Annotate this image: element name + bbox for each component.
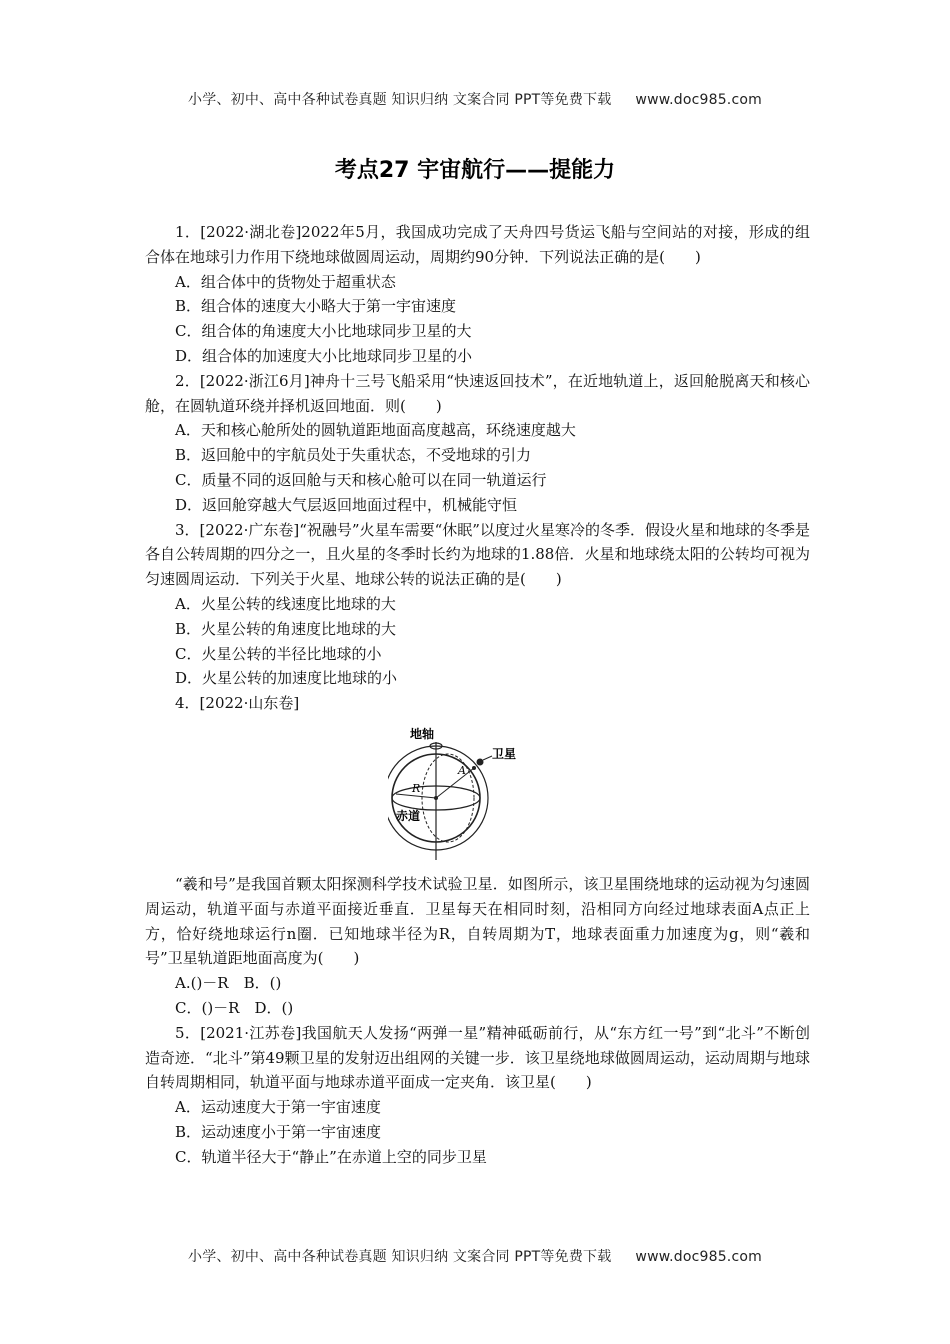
satellite-label: 卫星 bbox=[491, 746, 516, 761]
header-site-link[interactable]: www.doc985.com bbox=[635, 92, 762, 108]
question-stem: 4．[2022·山东卷] bbox=[175, 694, 300, 713]
option-item: B．返回舱中的宇航员处于失重状态，不受地球的引力 bbox=[175, 446, 532, 465]
question-stem: 2．[2022·浙江6月]神舟十三号飞船采用“快速返回技术”，在近地轨道上，返回舱脱离天和核心舱，在圆轨道环绕并择机返回地面．则( ) bbox=[145, 371, 810, 415]
option-item: C．火星公转的半径比地球的小 bbox=[175, 644, 382, 663]
satellite-leader-line bbox=[483, 756, 492, 760]
option-item: A．火星公转的线速度比地球的大 bbox=[175, 594, 396, 613]
option-item: C．()－R D．() bbox=[175, 998, 294, 1017]
point-a bbox=[472, 766, 476, 770]
page-header bbox=[0, 89, 950, 109]
satellite-icon bbox=[476, 758, 483, 765]
option-item: B．火星公转的角速度比地球的大 bbox=[175, 619, 397, 638]
radius-label: R bbox=[411, 781, 420, 795]
page-title: 考点27 宇宙航行——提能力 bbox=[334, 158, 616, 183]
header-text: 小学、初中、高中各种试卷真题 知识归纳 文案合同 PPT等免费下载 bbox=[188, 92, 612, 108]
question-stem: 3．[2022·广东卷]“祝融号”火星车需要“休眠”以度过火星寒冷的冬季．假设火星和地球的冬季是各自公转周期的四分之一，且火星的冬季时长约为地球的1.88倍．火星和地球绕太阳的公转均可视为匀速圆周运动．下列关于火星、地球公转的说法正确的是( ) bbox=[145, 520, 810, 589]
question-stem: 5．[2021·江苏卷]我国航天人发扬“两弹一星”精神砥砺前行，从“东方红一号”到“北斗”不断创造奇迹．“北斗”第49颗卫星的发射迈出组网的关键一步．该卫星绕地球做圆周运动，运动周期与地球自转周期相同，轨道平面与地球赤道平面成一定夹角．该卫星( ) bbox=[145, 1023, 810, 1092]
option-item: A．运动速度大于第一宇宙速度 bbox=[175, 1098, 381, 1117]
option-item: A.()－R B．() bbox=[175, 974, 282, 993]
option-item: B．组合体的速度大小略大于第一宇宙速度 bbox=[175, 297, 457, 316]
orbit-plane-ellipse bbox=[422, 754, 474, 842]
option-item: D．返回舱穿越大气层返回地面过程中，机械能守恒 bbox=[175, 495, 518, 514]
option-item: A．组合体中的货物处于超重状态 bbox=[175, 272, 396, 291]
axis-label: 地轴 bbox=[409, 726, 434, 741]
footer-site-link[interactable]: www.doc985.com bbox=[635, 1249, 762, 1265]
option-item: B．运动速度小于第一宇宙速度 bbox=[175, 1122, 382, 1141]
question-list bbox=[145, 220, 810, 1170]
footer-text: 小学、初中、高中各种试卷真题 知识归纳 文案合同 PPT等免费下载 bbox=[188, 1249, 612, 1265]
question-body: “羲和号”是我国首颗太阳探测科学技术试验卫星．如图所示，该卫星围绕地球的运动视为匀速圆周运动，轨道平面与赤道平面接近垂直．卫星每天在相同时刻，沿相同方向经过地球表面A点正上方，恰好绕地球运行n圈．已知地球半径为R，自转周期为T，地球表面重力加速度为g，则“羲和号”卫星轨道距地面高度为( ) bbox=[145, 874, 810, 968]
option-item: D．火星公转的加速度比地球的小 bbox=[175, 669, 398, 688]
satellite-orbit-diagram bbox=[388, 722, 568, 864]
option-item: C．组合体的角速度大小比地球同步卫星的大 bbox=[175, 322, 472, 341]
orbit-figure bbox=[145, 722, 810, 864]
center-to-a-line bbox=[436, 768, 474, 798]
option-item: A．天和核心舱所处的圆轨道距地面高度越高，环绕速度越大 bbox=[175, 421, 576, 440]
option-item: C．质量不同的返回舱与天和核心舱可以在同一轨道运行 bbox=[175, 470, 547, 489]
option-item: D．组合体的加速度大小比地球同步卫星的小 bbox=[175, 346, 473, 365]
point-a-label: A bbox=[457, 763, 466, 777]
equator-label: 赤道 bbox=[395, 808, 420, 823]
page-footer bbox=[0, 1246, 950, 1266]
question-stem: 1．[2022·湖北卷]2022年5月，我国成功完成了天舟四号货运飞船与空间站的对接，形成的组合体在地球引力作用下绕地球做圆周运动，周期约90分钟．下列说法正确的是( ) bbox=[145, 223, 810, 266]
option-item: C．轨道半径大于“静止”在赤道上空的同步卫星 bbox=[175, 1147, 487, 1166]
